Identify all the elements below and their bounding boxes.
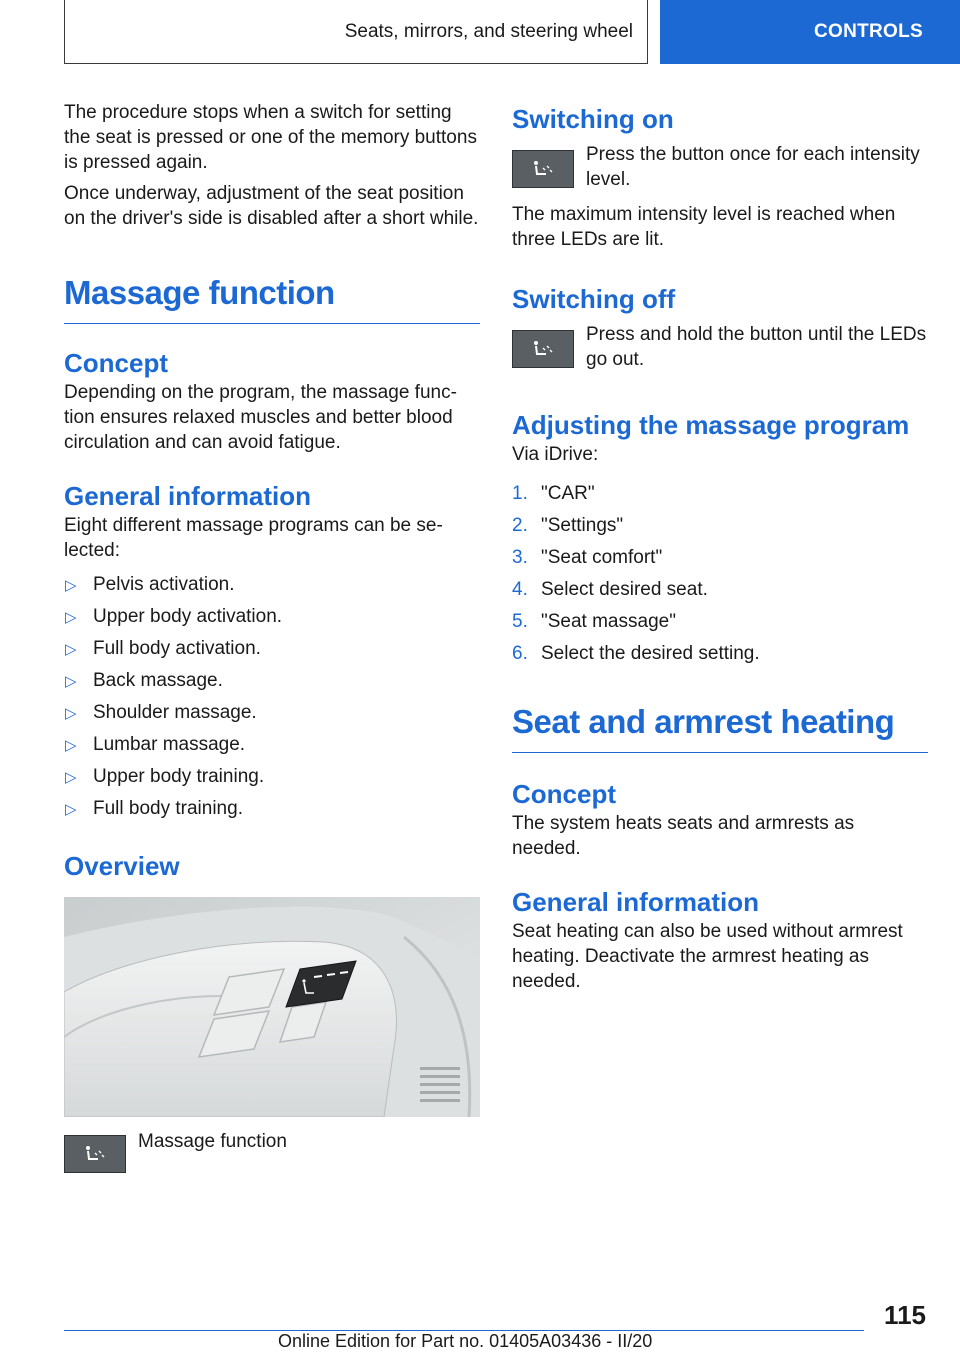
general-text: Eight different massage programs can be selected: <box>64 515 443 561</box>
list-item: ▷ Full body training. <box>64 796 480 821</box>
bullet-triangle-icon: ▷ <box>65 609 77 626</box>
heading-concept: Concept <box>64 348 168 378</box>
bullet-triangle-icon: ▷ <box>65 769 77 786</box>
heading-adjusting-program: Adjusting the massage program <box>512 410 910 440</box>
bullet-triangle-icon: ▷ <box>65 737 77 754</box>
bullet-triangle-icon: ▷ <box>65 577 77 594</box>
door-panel-photo <box>64 897 480 1117</box>
max-intensity-text: The maximum intensity level is reached when three LEDs are lit. <box>512 204 896 250</box>
list-item: ▷ Upper body activation. <box>64 604 480 629</box>
footer-edition: Online Edition for Part no. 01405A03436 - II/20 <box>278 1331 653 1351</box>
header-chapter-tab <box>660 0 960 64</box>
switch-on-legend <box>512 146 928 198</box>
heading-concept: Concept <box>512 779 616 809</box>
section-title: Seats, mirrors, and steering wheel <box>344 20 633 42</box>
heading-general-information: General information <box>64 481 312 511</box>
bullet-triangle-icon: ▷ <box>65 673 77 690</box>
massage-program-list <box>64 572 480 821</box>
list-item: ▷ Upper body training. <box>64 764 480 789</box>
concept-text: Depending on the program, the massage function ensures relaxed muscles and better blood circulation and can avoid fatigue. <box>64 382 457 453</box>
general-text: Seat heating can also be used without armrest heating. Deactivate the armrest heating as needed. <box>512 921 903 992</box>
list-item: 1. "CAR" <box>512 483 595 504</box>
adjust-steps-list <box>512 481 928 666</box>
bullet-triangle-icon: ▷ <box>65 705 77 722</box>
list-item: 6. Select the desired setting. <box>512 643 760 664</box>
concept-text: The system heats seats and armrests as needed. <box>512 813 855 859</box>
left-column <box>64 100 480 1173</box>
heading-overview: Overview <box>64 851 180 881</box>
chapter-title: CONTROLS <box>814 21 924 42</box>
massage-button-legend <box>64 1131 480 1173</box>
heading-switching-off: Switching off <box>512 284 676 314</box>
right-column <box>512 102 928 1000</box>
seat-massage-icon <box>64 1135 126 1173</box>
header-section-title <box>64 0 648 64</box>
list-item: 5. "Seat massage" <box>512 611 676 632</box>
list-item: ▷ Pelvis activation. <box>64 572 480 597</box>
intro-paragraph-2: Once underway, adjustment of the seat position on the driver's side is disabled after a short while. <box>64 183 479 229</box>
list-item: ▷ Shoulder massage. <box>64 700 480 725</box>
list-item: ▷ Lumbar massage. <box>64 732 480 757</box>
page-number: 115 <box>884 1300 926 1330</box>
list-item: 2. "Settings" <box>512 515 624 536</box>
switch-off-legend <box>512 326 928 378</box>
intro-paragraph-1: The procedure stops when a switch for setting the seat is pressed or one of the memory buttons is pressed again. <box>64 102 477 173</box>
section-heading-seat-heating: Seat and armrest heating <box>512 702 928 753</box>
seat-massage-icon <box>512 330 574 368</box>
massage-function-caption: Massage function <box>138 1131 287 1152</box>
bullet-triangle-icon: ▷ <box>65 641 77 658</box>
heading-switching-on: Switching on <box>512 104 674 134</box>
bullet-triangle-icon: ▷ <box>65 801 77 818</box>
switch-on-text: Press the button once for each intensity level. <box>586 144 920 190</box>
list-item: 4. Select desired seat. <box>512 579 708 600</box>
via-idrive-text: Via iDrive: <box>512 444 599 465</box>
switch-off-text: Press and hold the button until the LEDs go out. <box>586 324 927 370</box>
list-item: ▷ Full body activation. <box>64 636 480 661</box>
list-item: 3. "Seat comfort" <box>512 547 663 568</box>
heading-general-information: General information <box>512 887 760 917</box>
list-item: ▷ Back massage. <box>64 668 480 693</box>
seat-massage-icon <box>512 150 574 188</box>
section-heading-massage: Massage function <box>64 273 480 324</box>
